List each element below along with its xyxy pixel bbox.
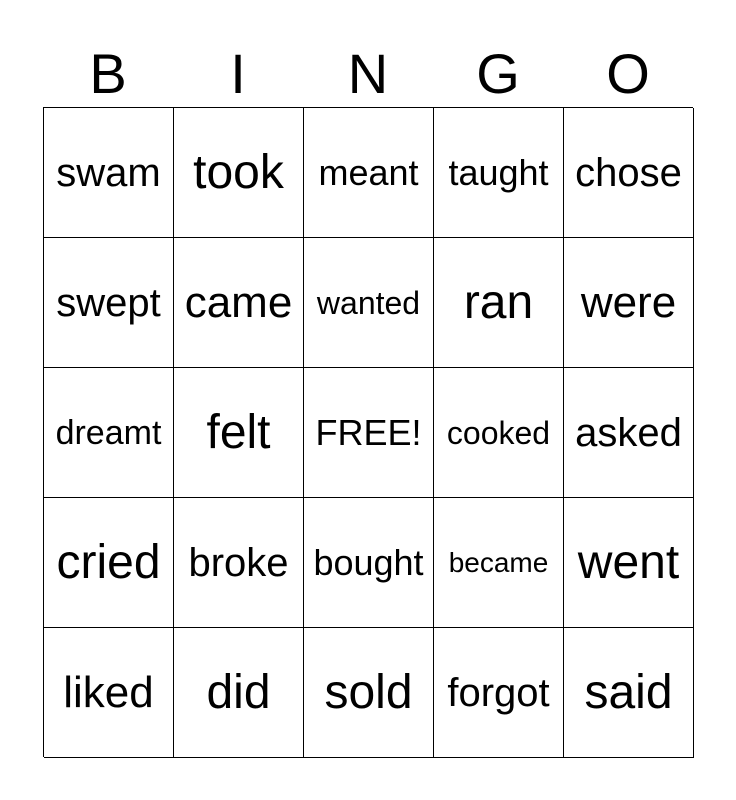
bingo-board [43,107,693,757]
bingo-cell[interactable]: went [564,498,694,628]
bingo-cell[interactable]: were [564,238,694,368]
free-space-cell[interactable]: FREE! [304,368,434,498]
bingo-cell[interactable]: did [174,628,304,758]
bingo-cell[interactable]: chose [564,108,694,238]
bingo-cell[interactable]: became [434,498,564,628]
bingo-cell[interactable]: asked [564,368,694,498]
bingo-cell[interactable]: cried [44,498,174,628]
bingo-cell[interactable]: liked [44,628,174,758]
bingo-cell[interactable]: wanted [304,238,434,368]
bingo-cell[interactable]: felt [174,368,304,498]
bingo-cell[interactable]: took [174,108,304,238]
bingo-cell[interactable]: taught [434,108,564,238]
header-letter-i: I [230,42,246,105]
bingo-cell[interactable]: cooked [434,368,564,498]
bingo-cell[interactable]: broke [174,498,304,628]
bingo-cell[interactable]: dreamt [44,368,174,498]
bingo-cell[interactable]: forgot [434,628,564,758]
bingo-cell[interactable]: meant [304,108,434,238]
bingo-header [43,40,693,108]
header-letter-o: O [606,42,650,105]
bingo-cell[interactable]: bought [304,498,434,628]
bingo-cell[interactable]: ran [434,238,564,368]
header-letter-n: N [347,42,389,105]
header-letter-g: G [476,42,520,105]
bingo-cell[interactable]: swept [44,238,174,368]
bingo-cell[interactable]: sold [304,628,434,758]
bingo-cell[interactable]: swam [44,108,174,238]
header-letter-b: B [89,42,127,105]
bingo-cell[interactable]: came [174,238,304,368]
bingo-cell[interactable]: said [564,628,694,758]
